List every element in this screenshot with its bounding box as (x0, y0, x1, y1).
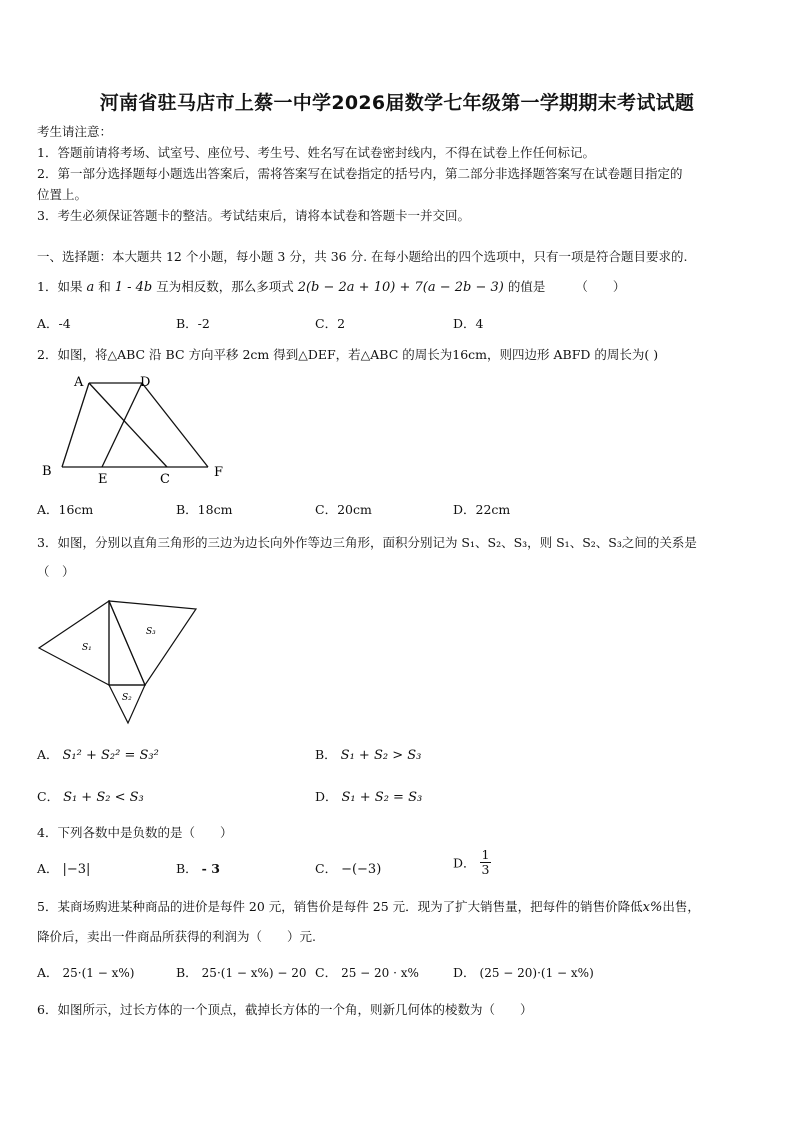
q4-option-b: B． - 3 (176, 861, 220, 876)
q1-mid2: 互为相反数，那么多项式 (156, 279, 294, 294)
q3-label-s3: S₃ (146, 627, 156, 637)
q2-option-d: D．22cm (453, 502, 511, 517)
q1-mid1: 和 (98, 279, 111, 294)
q4-option-c: C． −(−3) (315, 861, 382, 877)
q5-option-a-math: 25·(1 − x%) (62, 966, 135, 980)
section-heading: 一、选择题：本大题共 12 个小题，每小题 3 分，共 36 分. 在每小题给出的四个选项中，只有一项是符合题目要求的. (37, 249, 688, 264)
question-5-line-2: 降价后，卖出一件商品所获得的利润为（ ）元. (37, 929, 316, 944)
q3-option-c: C． S₁ + S₂ < S₃ (37, 789, 144, 805)
q2-label-e: E (98, 472, 108, 487)
q2-label-f: F (214, 465, 224, 480)
q1-option-d: D．4 (453, 316, 484, 331)
notice-item-2-cont: 位置上。 (37, 187, 88, 202)
q3-option-a: A． S₁² + S₂² = S₃² (37, 747, 159, 763)
q2-label-a: A (74, 375, 84, 390)
question-5-line-1: 5．某商场购进某种商品的进价是每件 20 元，销售价是每件 25 元．现为了扩大销售量，把每件的销售价降低x%出售， (37, 899, 700, 915)
q1-option-b: B．-2 (176, 316, 210, 331)
q5-option-d: D． (25 − 20)·(1 − x%) (453, 965, 594, 980)
q1-expr2: 2(b − 2a + 10) + 7(a − 2b − 3) (297, 280, 504, 295)
q5-option-d-math: (25 − 20)·(1 − x%) (479, 966, 594, 980)
q3-option-d: D． S₁ + S₂ = S₃ (315, 789, 423, 805)
notice-item-1: 1．答题前请将考场、试室号、座位号、考生号、姓名写在试卷密封线内，不得在试卷上作任何标记。 (37, 145, 595, 160)
q4-option-d-fraction: $\frac{1}{3}$ (481, 847, 490, 877)
q5-option-c-math: 25 − 20 · x% (341, 966, 419, 980)
q2-translation-figure (36, 370, 236, 490)
q5-option-b-math: 25·(1 − x%) − 20 (201, 966, 307, 980)
q3-answer-paren: （ ） (37, 564, 75, 579)
q2-option-b: B．18cm (176, 502, 233, 517)
q3-option-d-math: S₁ + S₂ = S₃ (341, 790, 423, 805)
q1-option-c: C．2 (315, 316, 346, 331)
question-2: 2．如图，将△ABC 沿 BC 方向平移 2cm 得到△DEF，若△ABC 的周长为16cm，则四边形 ABFD 的周长为( ) (37, 347, 659, 362)
q1-post: 的值是 (507, 279, 546, 294)
q2-label-b: B (42, 464, 52, 479)
notice-heading: 考生请注意： (37, 124, 113, 139)
q1-expr1: 1 - 4b (114, 280, 153, 295)
q5-option-b: B． 25·(1 − x%) − 20 (176, 965, 307, 980)
q1-var-a: a (86, 280, 95, 295)
question-4: 4．下列各数中是负数的是（ ） (37, 825, 233, 840)
q3-option-c-math: S₁ + S₂ < S₃ (63, 790, 144, 805)
q3-label-s2: S₂ (122, 693, 132, 703)
question-6: 6．如图所示，过长方体的一个顶点，截掉长方体的一个角，则新几何体的棱数为（ ） (37, 1002, 533, 1017)
page-title: 河南省驻马店市上蔡一中学2026届数学七年级第一学期期末考试试题 (99, 92, 695, 114)
q4-option-a-math: |−3| (62, 862, 91, 877)
q3-triangles-figure (36, 596, 201, 731)
q2-label-c: C (160, 472, 170, 487)
q4-option-b-math: - 3 (201, 861, 220, 876)
q2-option-a: A．16cm (37, 502, 94, 517)
q2-label-d: D (140, 375, 151, 390)
q1-pre: 1．如果 (37, 279, 83, 294)
q3-option-b: B． S₁ + S₂ > S₃ (315, 747, 422, 763)
q3-label-s1: S₁ (82, 643, 92, 653)
q2-option-c: C．20cm (315, 502, 372, 517)
q4-option-a: A． |−3| (37, 861, 91, 877)
q5-var-x: x% (642, 900, 663, 915)
question-3: 3．如图，分别以直角三角形的三边为边长向外作等边三角形，面积分别记为 S₁、S₂、S₃，则 S₁、S₂、S₃之间的关系是 (37, 535, 697, 550)
notice-item-3: 3．考生必须保证答题卡的整洁。考试结束后，请将本试卷和答题卡一并交回。 (37, 208, 470, 223)
q1-answer-paren: （ ） (575, 279, 626, 294)
q4-option-d: D． $\frac{1}{3}$ (453, 847, 490, 877)
question-1 (37, 277, 625, 295)
q1-option-a: A．-4 (37, 316, 71, 331)
q5-option-a: A． 25·(1 − x%) (37, 965, 135, 980)
q5-option-c: C． 25 − 20 · x% (315, 965, 419, 980)
q4-option-c-math: −(−3) (341, 862, 382, 877)
q3-option-b-math: S₁ + S₂ > S₃ (340, 748, 422, 763)
q3-option-a-math: S₁² + S₂² = S₃² (62, 748, 159, 763)
notice-item-2: 2．第一部分选择题每小题选出答案后，需将答案写在试卷指定的括号内，第二部分非选择题答案写在试卷题目指定的 (37, 166, 683, 181)
